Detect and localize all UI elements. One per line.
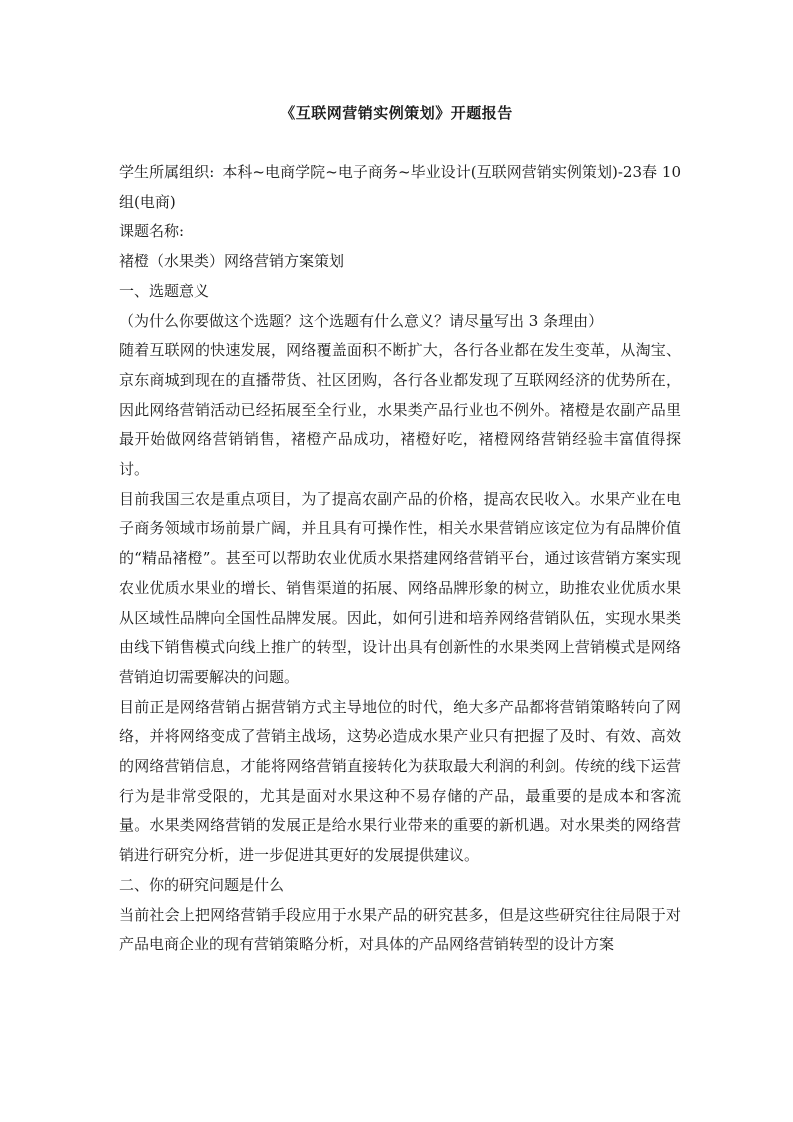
topic-value: 褚橙（水果类）网络营销方案策划	[119, 252, 345, 271]
section1-paragraph: 随着互联网的快速发展，网络覆盖面积不断扩大，各行各业都在发生变革，从淘宝、京东商城到现在的直播带货、社区团购，各行各业都发现了互联网经济的优势所在，因此网络营销活动已经拓展至全行业，水果类产品行业也不例外。褚橙是农副产品里最开始做网络营销销售，褚橙产品成功，褚橙好吃，褚橙网络营销经验丰富值得探讨。	[119, 341, 681, 479]
section2-heading: 二、你的研究问题是什么	[119, 875, 285, 894]
topic-label: 课题名称:	[119, 222, 185, 241]
student-org-label: 学生所属组织:	[119, 163, 215, 181]
student-org-line	[119, 158, 681, 217]
section1-prompt: （为什么你要做这个选题？这个选题有什么意义？请尽量写出 3 条理由）	[119, 311, 604, 330]
document-title: 《互联网营销实例策划》开题报告	[280, 104, 513, 122]
section1-paragraph: 目前我国三农是重点项目，为了提高农副产品的价格，提高农民收入。水果产业在电子商务领域市场前景广阔，并且具有可操作性，相关水果营销应该定位为有品牌价值的“精品褚橙”。甚至可以帮助农业优质水果搭建网络营销平台，通过该营销方案实现农业优质水果业的增长、销售渠道的拓展、网络品牌形象的树立，助推农业优质水果从区域性品牌向全国性品牌发展。因此，如何引进和培养网络营销队伍，实现水果类由线下销售模式向线上推广的转型，设计出具有创新性的水果类网上营销模式是网络营销迫切需要解决的问题。	[119, 489, 681, 686]
section1-paragraph: 目前正是网络营销占据营销方式主导地位的时代，绝大多产品都将营销策略转向了网络，并将网络变成了营销主战场，这势必造成水果产业只有把握了及时、有效、高效的网络营销信息，才能将网络营销直接转化为获取最大利润的利剑。传统的线下运营行为是非常受限的，尤其是面对水果这种不易存储的产品，最重要的是成本和客流量。水果类网络营销的发展正是给水果行业带来的重要的新机遇。对水果类的网络营销进行研究分析，进一步促进其更好的发展提供建议。	[119, 697, 681, 865]
section2-paragraph: 当前社会上把网络营销手段应用于水果产品的研究甚多，但是这些研究往往局限于对产品电商企业的现有营销策略分析，对具体的产品网络营销转型的设计方案	[119, 905, 681, 954]
student-org-value: 本科~电商学院~电子商务~毕业设计(互联网营销实例策划)-23春 10 组(电商)	[119, 163, 681, 211]
section1-heading: 一、选题意义	[119, 281, 210, 300]
document-body	[119, 158, 681, 960]
